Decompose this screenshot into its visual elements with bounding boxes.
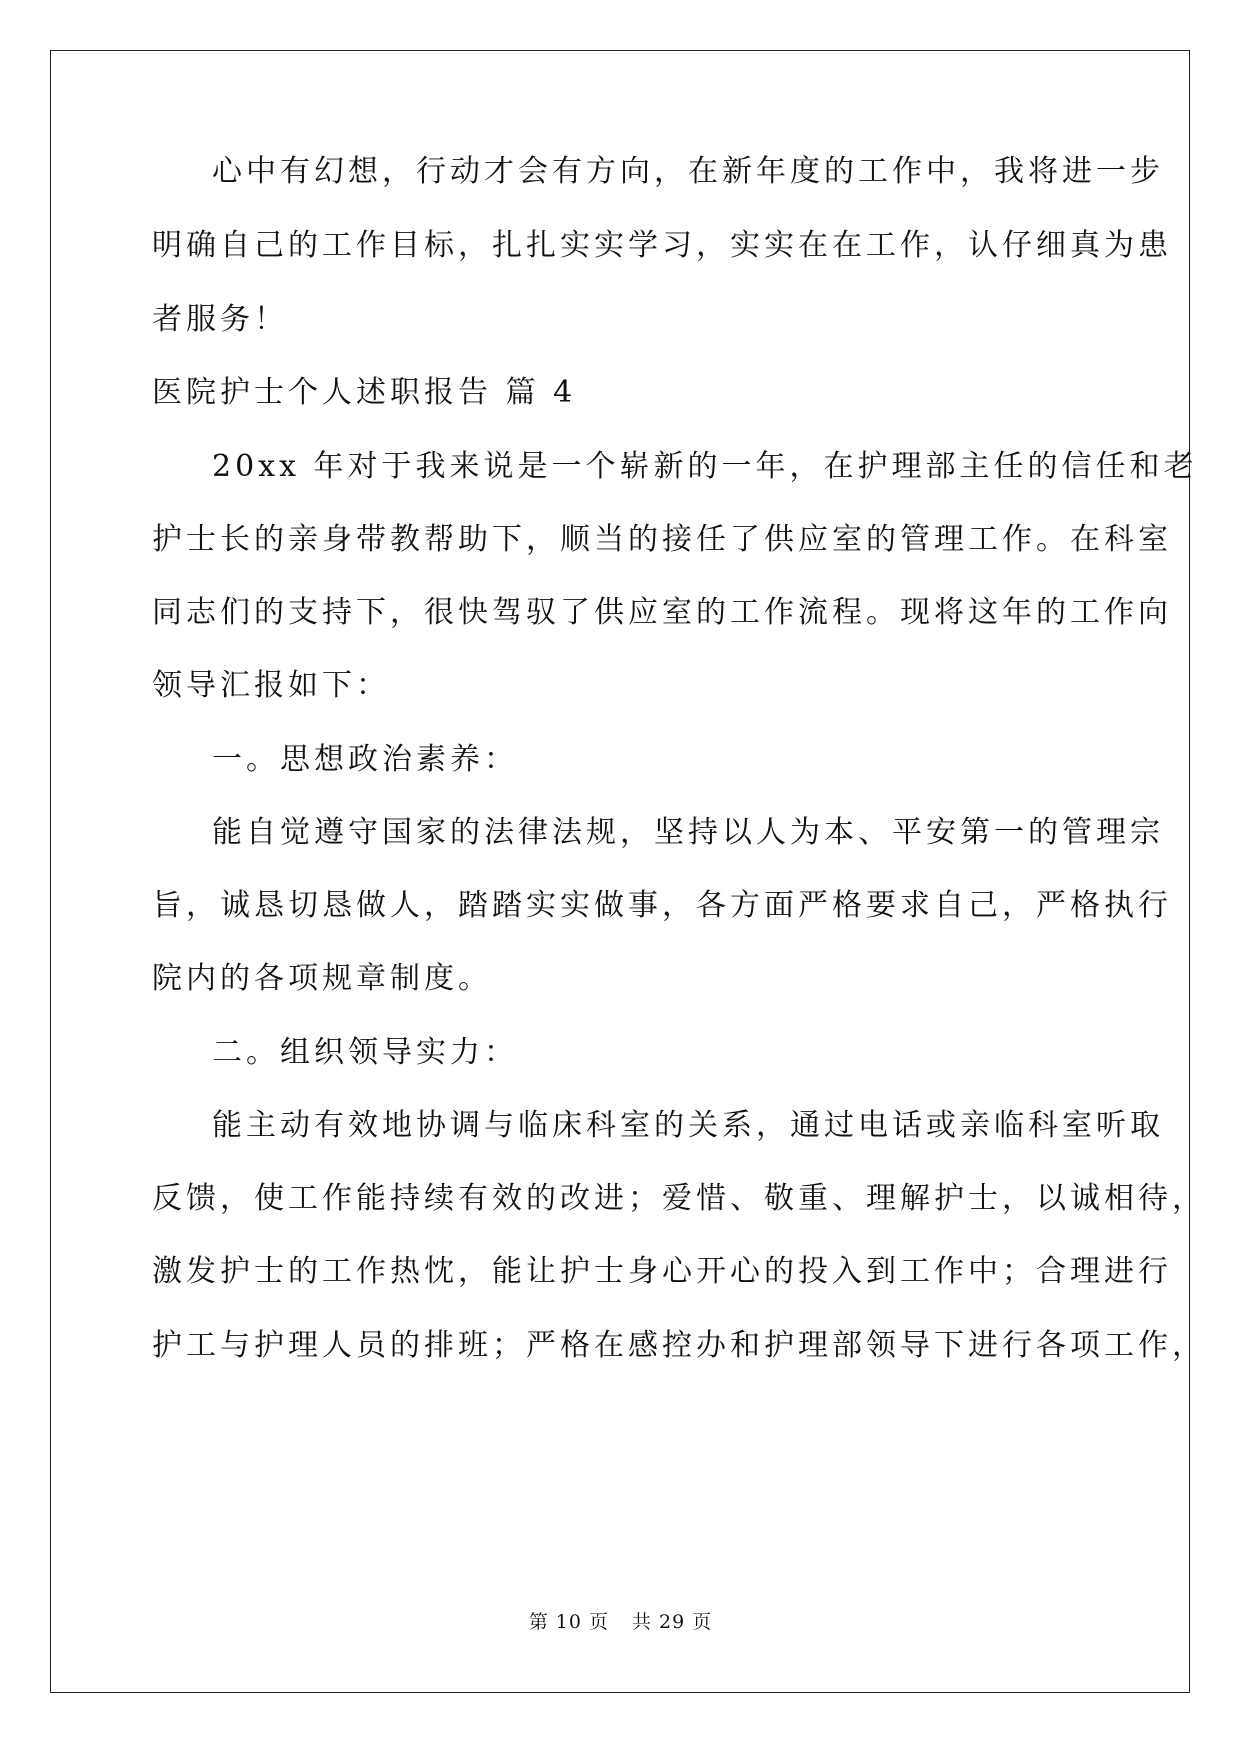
page-footer <box>0 1607 1241 1634</box>
paragraph-line: 明确自己的工作目标，扎扎实实学习，实实在在工作，认仔细真为患 <box>152 228 1172 263</box>
paragraph-line: 20xx 年对于我来说是一个崭新的一年，在护理部主任的信任和老 <box>212 449 1198 484</box>
paragraph-line: 院内的各项规章制度。 <box>152 961 492 996</box>
paragraph-line: 护士长的亲身带教帮助下，顺当的接任了供应室的管理工作。在科室 <box>152 522 1172 557</box>
paragraph-line: 心中有幻想，行动才会有方向，在新年度的工作中，我将进一步 <box>212 154 1164 189</box>
subheading: 二。组织领导实力： <box>212 1035 518 1070</box>
paragraph-line: 护工与护理人员的排班；严格在感控办和护理部领导下进行各项工作， <box>152 1328 1206 1363</box>
paragraph-line: 能自觉遵守国家的法律法规，坚持以人为本、平安第一的管理宗 <box>212 815 1164 850</box>
page-border <box>50 50 1190 1693</box>
paragraph-line: 激发护士的工作热忱，能让护士身心开心的投入到工作中；合理进行 <box>152 1254 1172 1289</box>
total-pages: 共 29 页 <box>632 1611 713 1633</box>
section-heading: 医院护士个人述职报告 篇 4 <box>152 375 577 410</box>
current-page-number: 第 10 页 <box>528 1611 609 1633</box>
paragraph-line: 反馈，使工作能持续有效的改进；爱惜、敬重、理解护士，以诚相待， <box>152 1181 1206 1216</box>
subheading: 一。思想政治素养： <box>212 742 518 777</box>
paragraph-line: 领导汇报如下： <box>152 668 390 703</box>
paragraph-line: 能主动有效地协调与临床科室的关系，通过电话或亲临科室听取 <box>212 1108 1164 1143</box>
paragraph-line: 旨，诚恳切恳做人，踏踏实实做事，各方面严格要求自己，严格执行 <box>152 888 1172 923</box>
paragraph-line: 同志们的支持下，很快驾驭了供应室的工作流程。现将这年的工作向 <box>152 595 1172 630</box>
paragraph-line: 者服务！ <box>152 302 288 337</box>
